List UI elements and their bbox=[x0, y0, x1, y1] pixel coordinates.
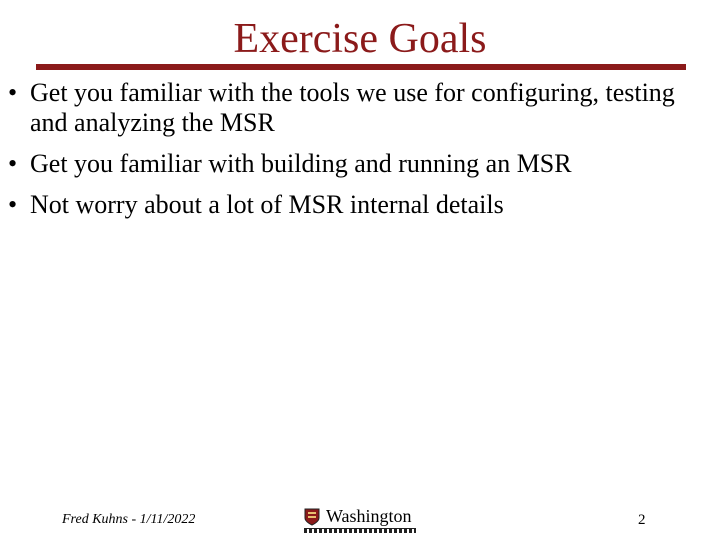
page-number: 2 bbox=[638, 512, 646, 528]
bullet-item bbox=[8, 78, 708, 138]
university-shield-icon bbox=[304, 508, 320, 526]
logo-wordmark: Washington bbox=[326, 506, 412, 526]
bullet-text: Not worry about a lot of MSR internal details bbox=[30, 190, 504, 219]
bullet-item bbox=[8, 190, 708, 220]
footer-author-date: Fred Kuhns - 1/11/2022 bbox=[62, 512, 196, 527]
logo-strip bbox=[304, 528, 416, 533]
bullet-text: Get you familiar with the tools we use for configuring, testing and analyzing the MSR bbox=[30, 78, 675, 137]
slide-title: Exercise Goals bbox=[233, 16, 487, 62]
bullet-item bbox=[8, 149, 708, 179]
bullet-text: Get you familiar with building and running an MSR bbox=[30, 149, 572, 178]
title-rule bbox=[36, 64, 686, 70]
bullet-marker: • bbox=[8, 78, 18, 107]
bullet-marker: • bbox=[8, 190, 18, 219]
bullet-list bbox=[8, 78, 708, 231]
bullet-marker: • bbox=[8, 149, 18, 178]
university-logo bbox=[304, 506, 419, 534]
